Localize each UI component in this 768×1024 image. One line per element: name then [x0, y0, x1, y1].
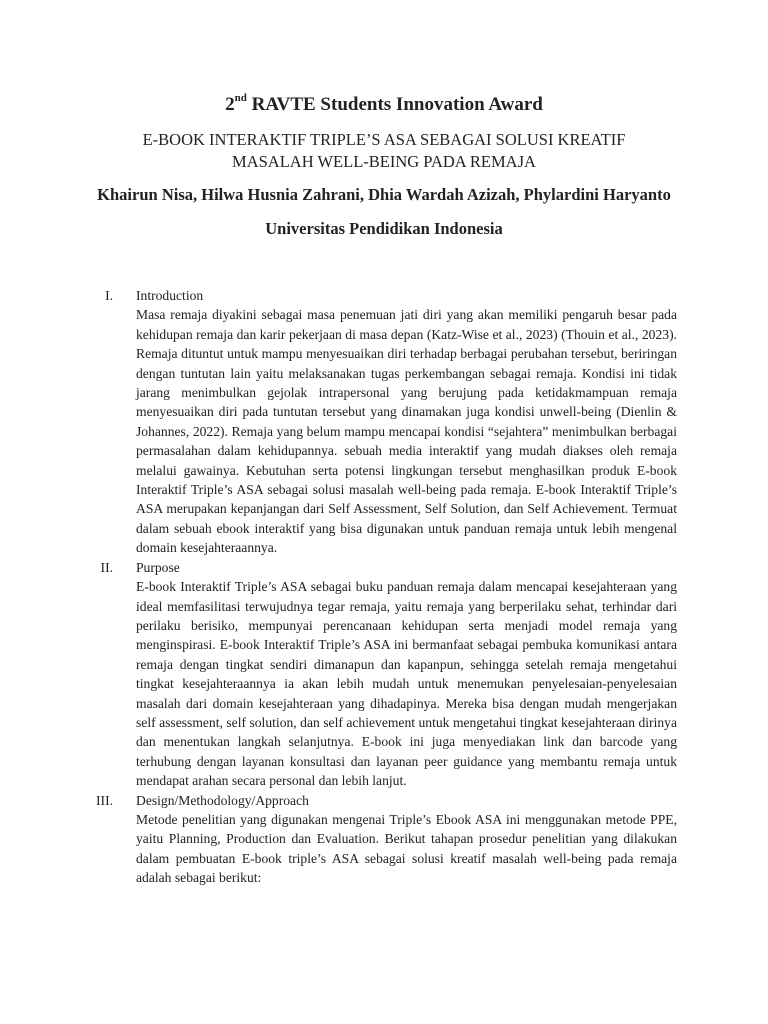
paper-title: [0, 129, 768, 173]
paper-title-line-2: MASALAH WELL-BEING PADA REMAJA: [232, 152, 536, 171]
section-heading: Design/Methodology/Approach: [136, 792, 309, 808]
award-ordinal-suffix: nd: [234, 91, 247, 104]
section-heading: Purpose: [136, 559, 180, 575]
section-introduction: [0, 286, 768, 558]
paper-title-line-1: E-BOOK INTERAKTIF TRIPLE’S ASA SEBAGAI SOLUSI KREATIF: [142, 130, 626, 149]
section-body: Masa remaja diyakini sebagai masa penemuan jati diri yang akan memiliki pengaruh besar pada kehidupan remaja dan karir pekerjaan di masa depan (Katz-Wise et al., 2023) (Thouin et al., 2023). Remaja dituntut untuk mampu menyesuaikan diri terhadap berbagai perubahan tersebut, beriringan dengan tuntutan lain yaitu melaksanakan tugas perkembangan sebagai remaja. Kondisi ini tidak jarang menimbulkan gejolak intrapersonal yang berujung pada ketidakmampuan remaja menyesuaikan diri pada tuntutan tersebut yang dinamakan juga kondisi unwell-being (Dienlin & Johannes, 2022). Remaja yang belum mampu mencapai kondisi “sejahtera” menimbulkan berbagai permasalahan dalam kehidupannya. sebuah media interaktif yang mudah diakses oleh remaja melalui gawainya. Kebutuhan serta potensi lingkungan tersebut menghasilkan produk E-book Interaktif Triple’s ASA sebagai solusi masalah well-being pada remaja. E-book Interaktif Triple’s ASA merupakan kepanjangan dari Self Assessment, Self Solution, dan Self Achievement. Termuat dalam sebuah ebook interaktif yang bisa digunakan untuk panduan remaja untuk lebih mengenal domain kesejahteraannya.: [136, 307, 677, 556]
university-affiliation: Universitas Pendidikan Indonesia: [265, 219, 503, 238]
section-methodology: [0, 791, 768, 888]
section-body: Metode penelitian yang digunakan mengenai Triple’s Ebook ASA ini menggunakan metode PPE, yaitu Planning, Production dan Evaluation. Berikut tahapan prosedur penelitian yang dilakukan dalam pembuatan E-book triple’s ASA sebagai solusi kreatif masalah well-being pada remaja adalah sebagai berikut:: [136, 811, 677, 886]
award-title: [0, 92, 768, 118]
award-name: RAVTE Students Innovation Award: [246, 94, 543, 115]
section-number: III.: [96, 792, 113, 808]
award-number: 2: [225, 94, 235, 115]
section-heading: Introduction: [136, 288, 204, 303]
section-number: I.: [105, 288, 113, 303]
author-list: Khairun Nisa, Hilwa Husnia Zahrani, Dhia Wardah Azizah, Phylardini Haryanto: [97, 185, 671, 204]
section-number: II.: [100, 559, 113, 575]
sections-container: [0, 286, 768, 888]
section-body: E-book Interaktif Triple’s ASA sebagai buku panduan remaja dalam mencapai kesejahteraan yang ideal memfasilitasi terwujudnya tegar remaja, yaitu remaja yang berperilaku sehat, terhindar dari perilaku berisiko, mempunyai perencanaan kehidupan serta menjadi model remaja yang menginspirasi. E-book Interaktif Triple’s ASA ini bermanfaat sebagai pembuka komunikasi antara remaja dengan tingkat sendiri dimanapun dan kapanpun, sehingga setelah remaja mengetahui tingkat kesejahteraannya ia akan lebih mudah untuk menemukan penyelesaian-penyelesaian masalah dari domain kesejahteraan yang dihadapinya. Mereka bisa dengan mudah mengerjakan self assessment, self solution, dan self achievement untuk mengetahui tingkat kesejahteraan dirinya dan menentukan langkah selanjutnya. E-book ini juga menyediakan link dan barcode yang terhubung dengan layanan konsultasi dan layanan peer guidance yang membantu remaja untuk mendapat arahan secara personal dan lebih lanjut.: [136, 579, 677, 789]
section-purpose: [0, 558, 768, 791]
